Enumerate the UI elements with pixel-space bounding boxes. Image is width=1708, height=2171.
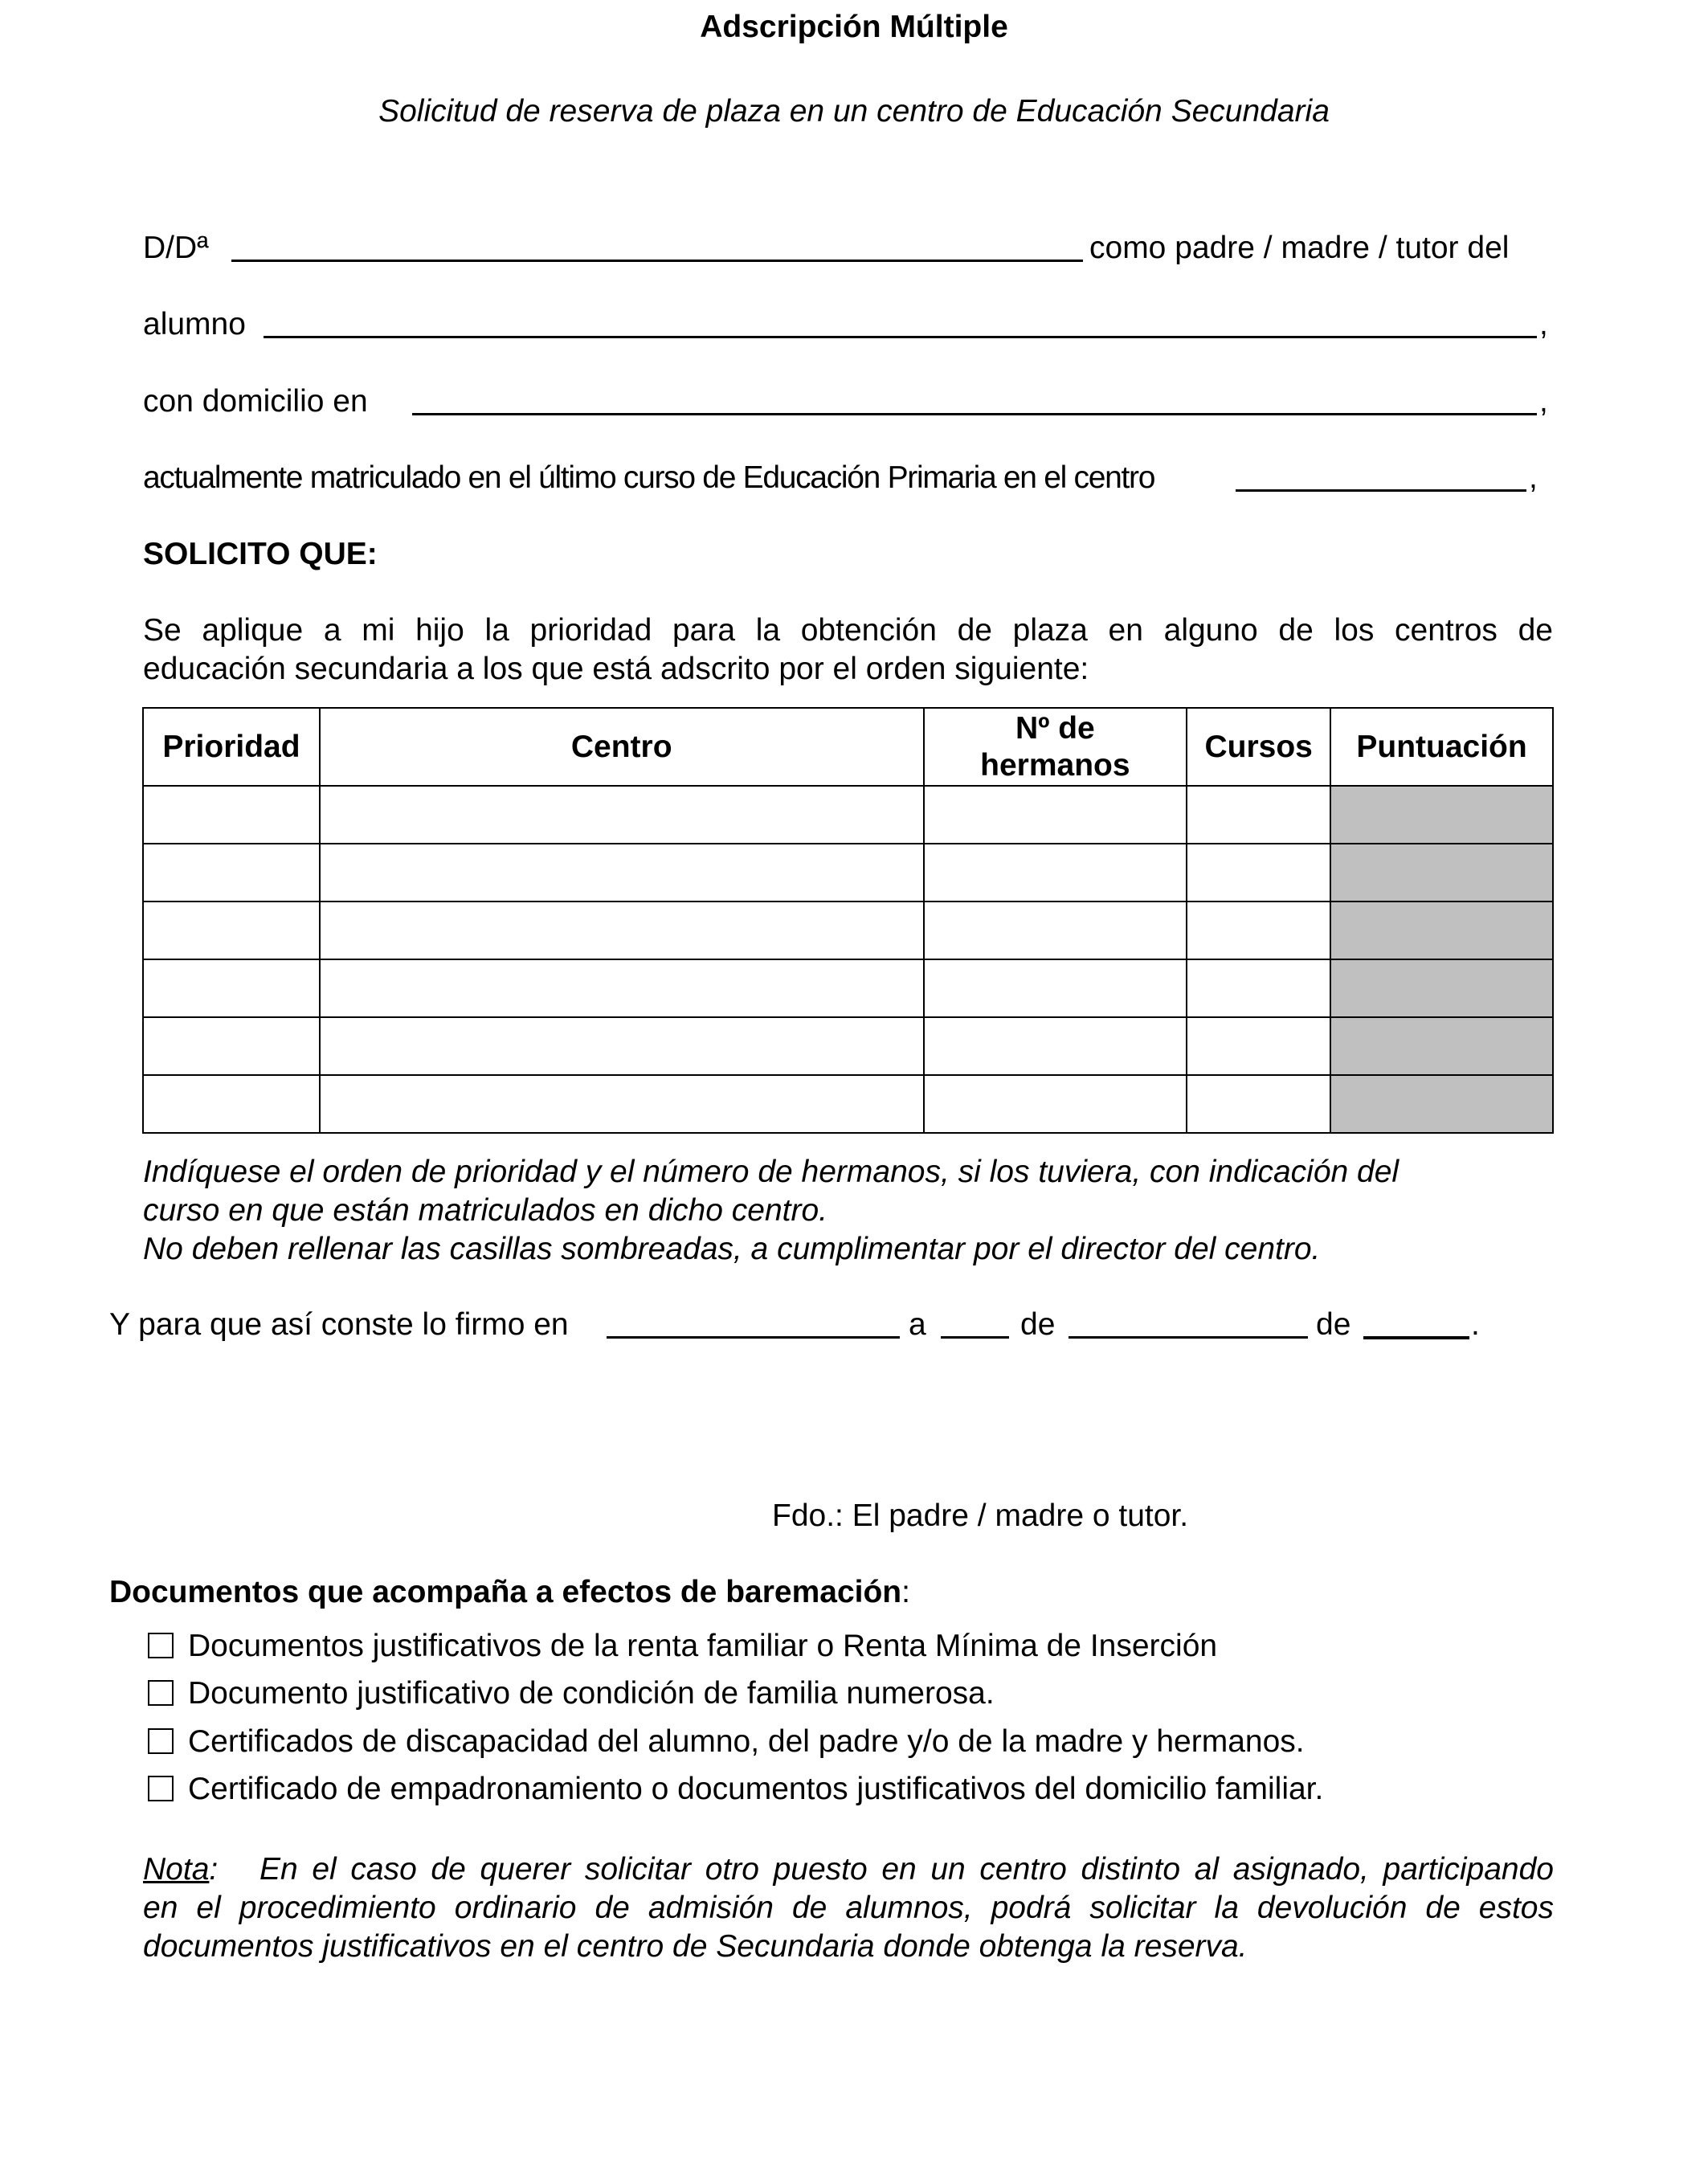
centre-cell[interactable] (320, 786, 924, 844)
courses-cell[interactable] (1187, 786, 1330, 844)
courses-cell[interactable] (1187, 959, 1330, 1017)
document-item-label: Certificado de empadronamiento o documentos justificativos del domicilio familiar. (188, 1772, 1324, 1806)
score-cell-shaded (1330, 844, 1553, 902)
score-cell-shaded (1330, 1017, 1553, 1075)
comma-3: , (1529, 460, 1538, 495)
table-header-row (143, 708, 1553, 786)
centre-cell[interactable] (320, 1017, 924, 1075)
signature-month-field[interactable] (1069, 1336, 1308, 1339)
signature-year-field[interactable] (1363, 1336, 1469, 1339)
courses-cell[interactable] (1187, 844, 1330, 902)
header-siblings (924, 708, 1187, 786)
centre-cell[interactable] (320, 844, 924, 902)
score-cell-shaded (1330, 959, 1553, 1017)
checkbox[interactable] (148, 1728, 174, 1754)
instructions-line-2: curso en que están matriculados en dicho centro. (143, 1193, 828, 1228)
priority-cell[interactable] (143, 844, 320, 902)
score-cell-shaded (1330, 902, 1553, 959)
table-row (143, 1075, 1553, 1133)
table-instructions (143, 1153, 1525, 1269)
priority-cell[interactable] (143, 786, 320, 844)
note-line-1 (143, 1850, 1554, 1889)
table-row (143, 1017, 1553, 1075)
table-row (143, 902, 1553, 959)
ddna-label: D/Dª (143, 231, 209, 265)
header-priority: Prioridad (143, 708, 320, 786)
request-line-1: Se aplique a mi hijo la prioridad para la obtención de plaza en alguno de los centros de (143, 613, 1553, 648)
instructions-line-1: Indíquese el orden de prioridad y el número de hermanos, si los tuviera, con indicación del (143, 1155, 1399, 1189)
header-siblings-line-2: hermanos (980, 747, 1130, 783)
document-item (148, 1770, 1323, 1809)
courses-cell[interactable] (1187, 1017, 1330, 1075)
siblings-cell[interactable] (924, 786, 1187, 844)
current-centre-field[interactable] (1236, 489, 1526, 492)
priority-cell[interactable] (143, 1075, 320, 1133)
signature-de-2: de (1316, 1307, 1351, 1342)
document-item-label: Certificados de discapacidad del alumno, del padre y/o de la madre y hermanos. (188, 1724, 1305, 1759)
page-subtitle: Solicitud de reserva de plaza en un centro de Educación Secundaria (378, 94, 1330, 129)
note-label-group (143, 1850, 259, 1889)
siblings-cell[interactable] (924, 902, 1187, 959)
document-item (148, 1627, 1217, 1666)
instructions-line-3: No deben rellenar las casillas sombreadas, a cumplimentar por el director del centro. (143, 1232, 1321, 1266)
signature-place-field[interactable] (607, 1336, 900, 1339)
header-score: Puntuación (1330, 708, 1553, 786)
siblings-cell[interactable] (924, 844, 1187, 902)
enrolled-label: actualmente matriculado en el último curso de Educación Primaria en el centro (143, 460, 1155, 495)
documents-heading-colon: : (901, 1575, 910, 1609)
documents-heading-text: Documentos que acompaña a efectos de baremación (109, 1575, 902, 1609)
table-row (143, 786, 1553, 844)
header-courses: Cursos (1187, 708, 1330, 786)
siblings-cell[interactable] (924, 959, 1187, 1017)
signed-by: Fdo.: El padre / madre o tutor. (772, 1498, 1189, 1533)
priority-table (142, 707, 1554, 1134)
centre-cell[interactable] (320, 1075, 924, 1133)
centre-cell[interactable] (320, 902, 924, 959)
score-cell-shaded (1330, 786, 1553, 844)
note-paragraph (143, 1850, 1554, 1966)
note-colon: : (209, 1852, 219, 1887)
document-item (148, 1674, 995, 1713)
header-siblings-line-1: Nº de (1015, 710, 1095, 746)
name-field[interactable] (231, 260, 1083, 262)
table-row (143, 959, 1553, 1017)
note-label: Nota (143, 1852, 210, 1887)
request-paragraph (143, 611, 1553, 689)
student-field[interactable] (264, 336, 1537, 338)
guardian-text: como padre / madre / tutor del (1089, 231, 1510, 265)
signature-place-label: Y para que así conste lo firmo en (109, 1307, 569, 1342)
comma-2: , (1539, 384, 1548, 419)
header-centre: Centro (320, 708, 924, 786)
table-row (143, 844, 1553, 902)
page-title: Adscripción Múltiple (700, 10, 1008, 44)
address-label: con domicilio en (143, 384, 368, 419)
checkbox[interactable] (148, 1776, 174, 1801)
priority-cell[interactable] (143, 1017, 320, 1075)
document-item (148, 1723, 1305, 1761)
address-field[interactable] (412, 413, 1537, 415)
priority-cell[interactable] (143, 902, 320, 959)
siblings-cell[interactable] (924, 1075, 1187, 1133)
courses-cell[interactable] (1187, 1075, 1330, 1133)
student-label: alumno (143, 307, 246, 341)
siblings-cell[interactable] (924, 1017, 1187, 1075)
note-line-2: en el procedimiento ordinario de admisión de alumnos, podrá solicitar la devolución de estos (143, 1891, 1554, 1925)
signature-a: a (909, 1307, 926, 1342)
centre-cell[interactable] (320, 959, 924, 1017)
document-item-label: Documento justificativo de condición de familia numerosa. (188, 1676, 995, 1711)
checkbox[interactable] (148, 1680, 174, 1706)
request-line-2: educación secundaria a los que está adscrito por el orden siguiente: (143, 652, 1089, 686)
note-line-3: documentos justificativos en el centro de Secundaria donde obtenga la reserva. (143, 1929, 1248, 1964)
comma-1: , (1539, 307, 1548, 341)
signature-de-1: de (1020, 1307, 1056, 1342)
request-heading: SOLICITO QUE: (143, 537, 378, 571)
documents-heading (109, 1573, 910, 1612)
score-cell-shaded (1330, 1075, 1553, 1133)
document-item-label: Documentos justificativos de la renta familiar o Renta Mínima de Inserción (188, 1629, 1218, 1663)
signature-day-field[interactable] (941, 1336, 1009, 1339)
checkbox[interactable] (148, 1633, 174, 1658)
signature-period: . (1471, 1307, 1480, 1342)
courses-cell[interactable] (1187, 902, 1330, 959)
priority-cell[interactable] (143, 959, 320, 1017)
note-line-1-text: En el caso de querer solicitar otro puesto en un centro distinto al asignado, participando (259, 1852, 1554, 1887)
